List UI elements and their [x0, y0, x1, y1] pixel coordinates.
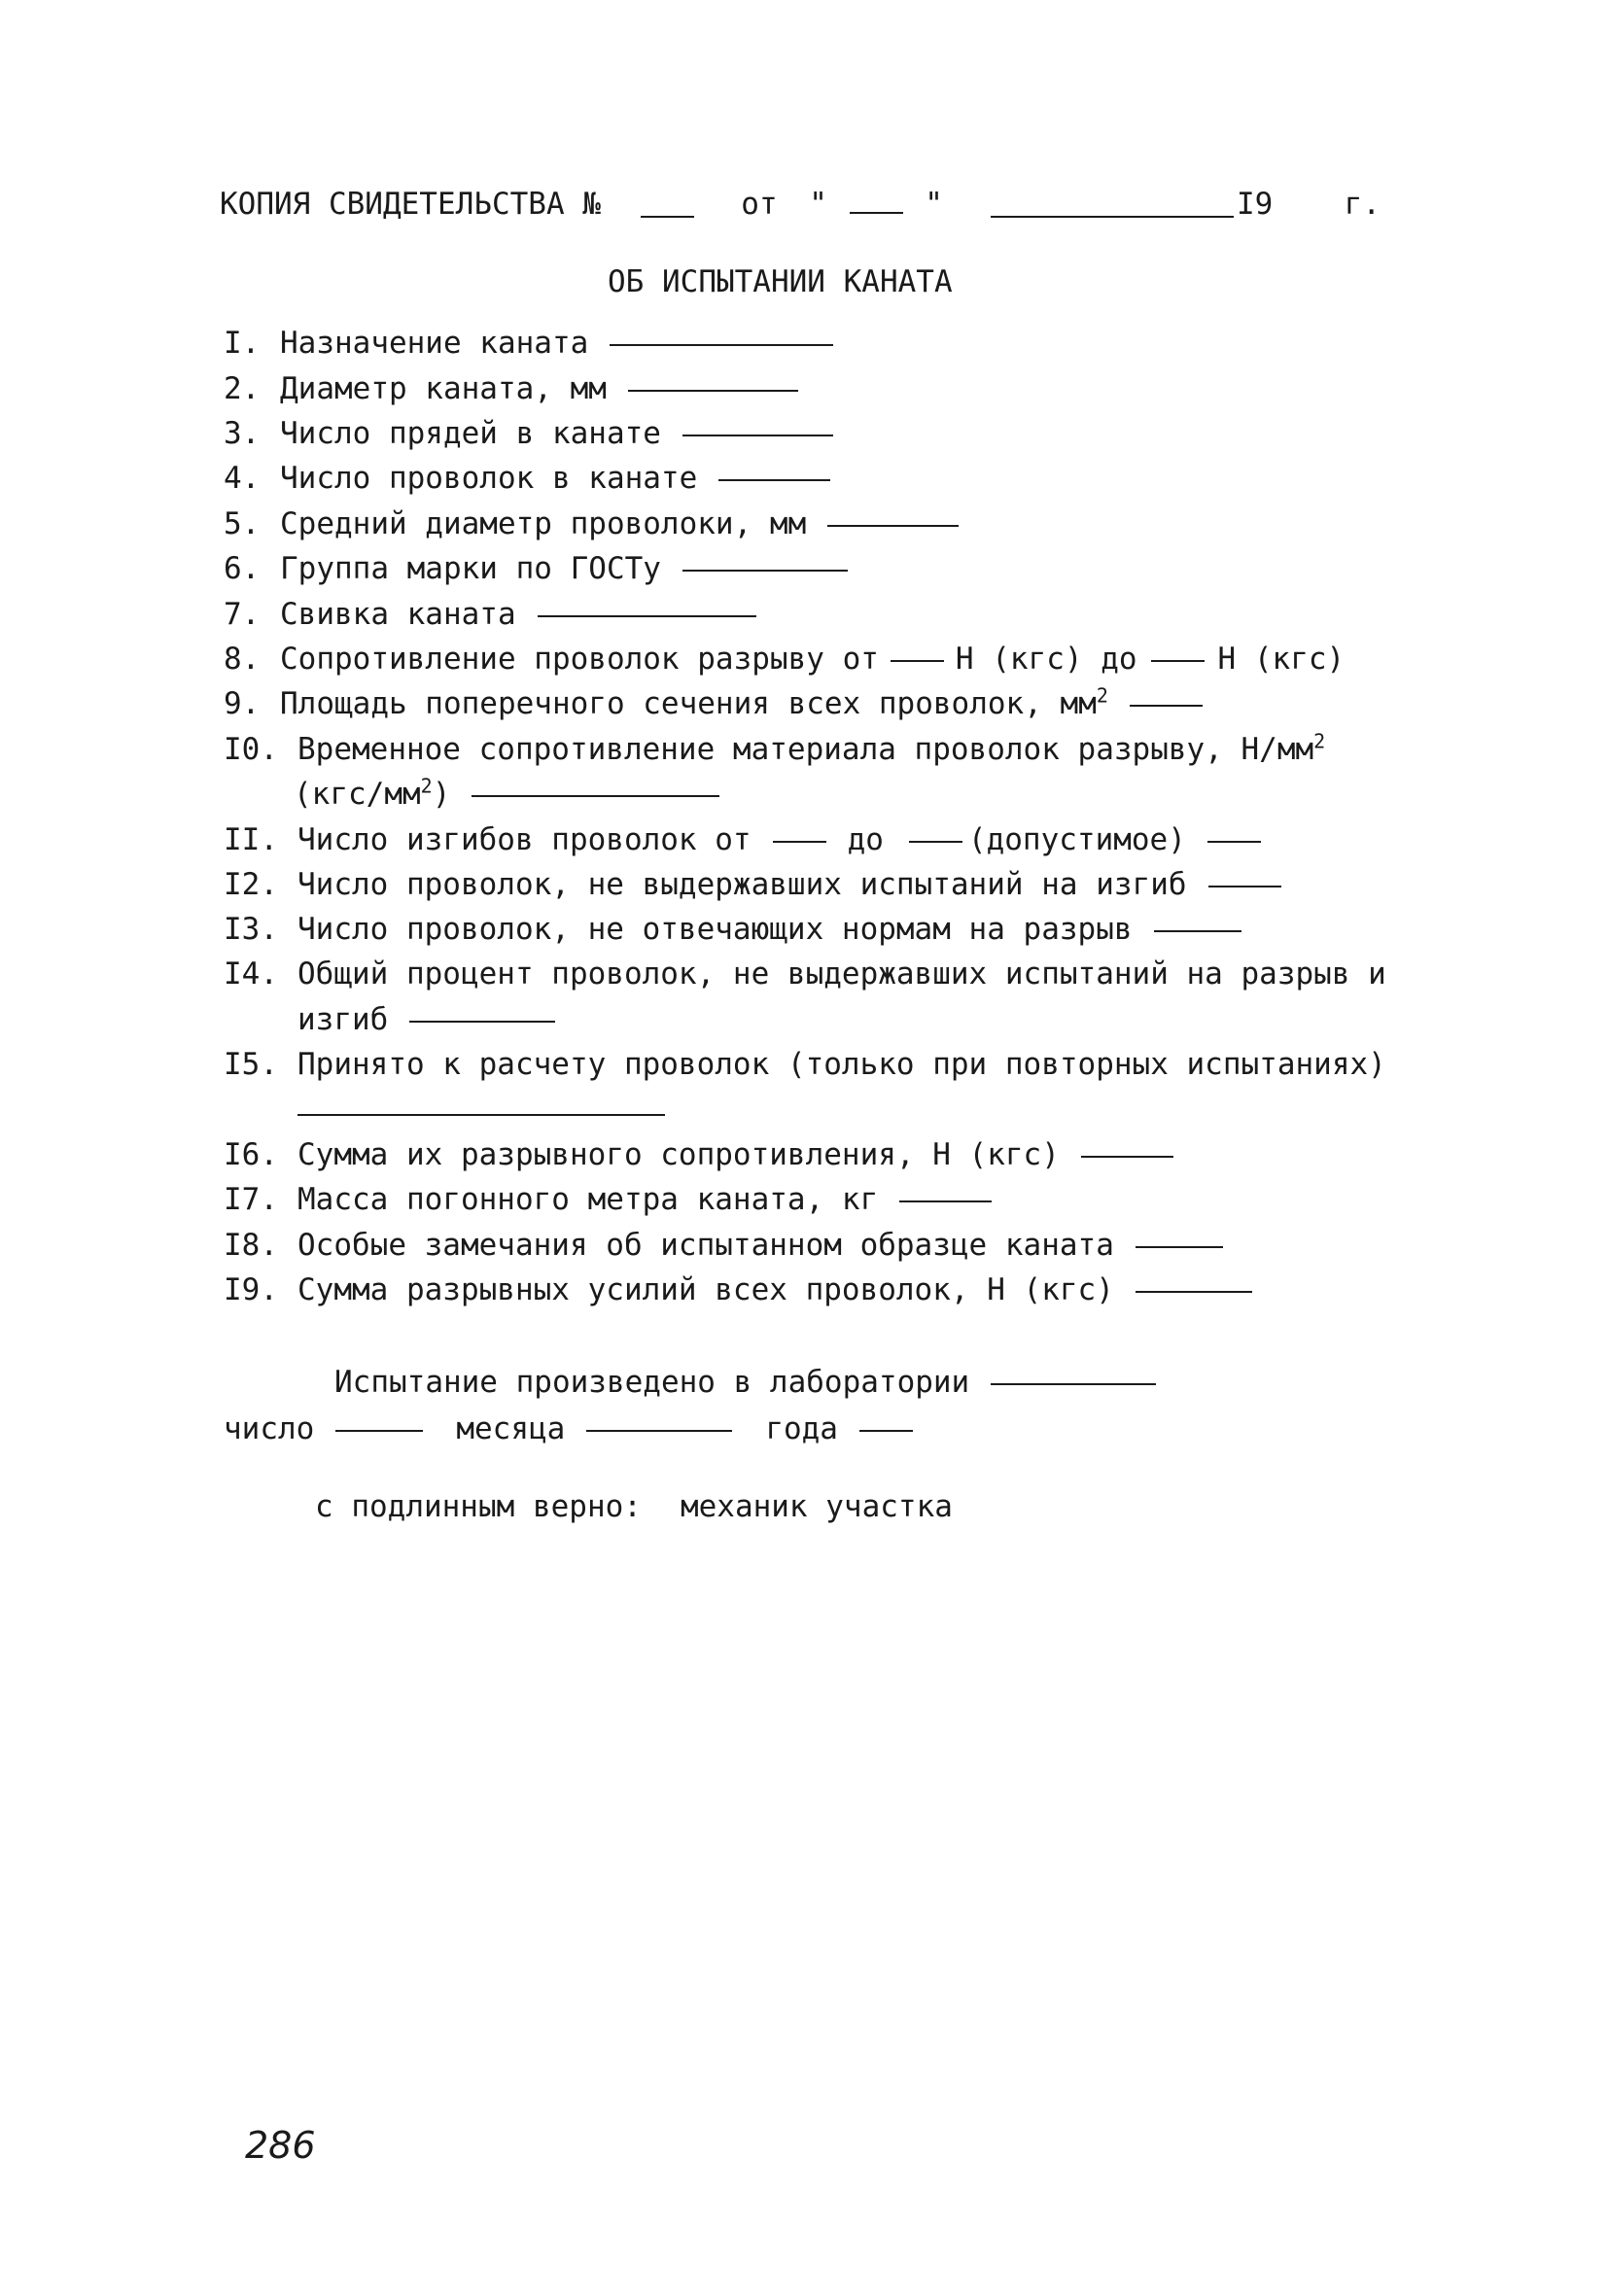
item-number: II. — [224, 822, 278, 857]
item-16 — [224, 1135, 1181, 1174]
lab-field[interactable] — [991, 1383, 1156, 1385]
item-3-field[interactable] — [682, 435, 833, 436]
item-text: Принято к расчету проволок (только при повторных испытаниях) — [297, 1047, 1386, 1082]
quote-open: " — [809, 187, 827, 222]
certificate-number-field[interactable] — [641, 216, 694, 218]
item-number: 3. — [224, 416, 261, 451]
page-number: 286 — [245, 2124, 316, 2167]
item-text: Диаметр каната, мм — [280, 371, 607, 406]
item-text-b: Н (кгс) до — [955, 642, 1137, 677]
item-6-field[interactable] — [682, 570, 848, 572]
item-text: Сумма разрывных усилий всех проволок, Н (кгс) — [297, 1272, 1114, 1307]
day-label: число — [224, 1411, 315, 1446]
item-number: I9. — [224, 1272, 278, 1307]
item-19 — [224, 1270, 1260, 1309]
item-8-from-field[interactable] — [891, 660, 944, 662]
item-18-field[interactable] — [1136, 1246, 1223, 1248]
item-11-to-field[interactable] — [909, 841, 962, 843]
lab-line — [334, 1363, 1164, 1402]
item-10-field[interactable] — [472, 795, 719, 797]
item-14-continuation — [297, 1000, 563, 1039]
item-text: Назначение каната — [280, 326, 589, 361]
mechanic-label: механик участка — [680, 1489, 953, 1524]
item-text: Масса погонного метра каната, кг — [297, 1182, 879, 1217]
item-4 — [224, 459, 838, 498]
item-6 — [224, 549, 856, 588]
item-text: Свивка каната — [280, 597, 516, 632]
item-cont-text: (кгс/мм — [294, 777, 421, 812]
item-number: 8. — [224, 642, 261, 677]
certificate-title: КОПИЯ СВИДЕТЕЛЬСТВА № — [220, 187, 601, 222]
item-8 — [224, 640, 1345, 678]
item-text: Число изгибов проволок от — [297, 822, 752, 857]
from-label: от — [741, 187, 778, 222]
item-text: Особые замечания об испытанном образце каната — [297, 1228, 1114, 1263]
item-12-field[interactable] — [1208, 886, 1281, 887]
item-number: I2. — [224, 867, 278, 902]
year-suffix: г. — [1344, 187, 1381, 222]
item-number: 6. — [224, 551, 261, 586]
item-text: Группа марки по ГОСТу — [280, 551, 661, 586]
item-cont-close: ) — [432, 777, 451, 812]
item-text: Общий процент проволок, не выдержавших испытаний на разрыв и — [297, 957, 1386, 991]
item-5 — [224, 504, 966, 543]
date-line — [224, 1409, 921, 1448]
item-3 — [224, 414, 841, 453]
item-text: Временное сопротивление материала проволок разрыву, Н/мм — [297, 732, 1314, 767]
item-number: 9. — [224, 686, 261, 721]
item-number: I7. — [224, 1182, 278, 1217]
item-number: 7. — [224, 597, 261, 632]
item-text: Площадь поперечного сечения всех проволок, мм — [280, 686, 1097, 721]
month-label: месяца — [456, 1411, 566, 1446]
item-11-allowed-field[interactable] — [1207, 841, 1261, 843]
item-text: Средний диаметр проволоки, мм — [280, 506, 807, 541]
item-text-b: до — [847, 822, 884, 857]
item-11 — [224, 820, 1269, 859]
item-number: I0. — [224, 732, 278, 767]
item-16-field[interactable] — [1081, 1156, 1173, 1158]
item-15-field[interactable] — [297, 1114, 665, 1116]
day-value-field[interactable] — [335, 1430, 423, 1432]
item-number: I8. — [224, 1228, 278, 1263]
year-prefix: I9 — [1237, 187, 1274, 222]
item-text: Число проволок в канате — [280, 461, 698, 496]
item-13-field[interactable] — [1154, 930, 1241, 932]
lab-label: Испытание произведено в лаборатории — [334, 1365, 970, 1400]
header-line — [220, 185, 1241, 224]
item-13 — [224, 910, 1249, 949]
day-field[interactable] — [850, 212, 903, 214]
item-number: 2. — [224, 371, 261, 406]
item-number: 4. — [224, 461, 261, 496]
item-number: I6. — [224, 1137, 278, 1172]
item-number: I4. — [224, 957, 278, 991]
subtitle: ОБ ИСПЫТАНИИ КАНАТА — [608, 264, 953, 299]
item-2 — [224, 369, 806, 408]
item-5-field[interactable] — [827, 525, 959, 527]
item-10 — [224, 730, 1325, 769]
item-cont-text: изгиб — [297, 1002, 389, 1037]
item-1-field[interactable] — [610, 344, 833, 346]
month-value-field[interactable] — [586, 1430, 732, 1432]
item-14-field[interactable] — [409, 1021, 555, 1023]
item-text: Число проволок, не выдержавших испытаний на изгиб — [297, 867, 1187, 902]
item-19-field[interactable] — [1136, 1291, 1252, 1293]
item-17 — [224, 1180, 999, 1219]
item-9-field[interactable] — [1130, 705, 1203, 707]
item-number: I3. — [224, 912, 278, 947]
item-15 — [224, 1045, 1386, 1084]
item-11-from-field[interactable] — [773, 841, 826, 843]
year-label — [1237, 185, 1381, 224]
item-sup: 2 — [1096, 683, 1108, 708]
year-value-field[interactable] — [859, 1430, 913, 1432]
item-number: I5. — [224, 1047, 278, 1082]
item-9 — [224, 684, 1210, 723]
item-14 — [224, 955, 1386, 993]
item-text-c: Н (кгс) — [1217, 642, 1346, 677]
month-field[interactable] — [991, 216, 1234, 218]
item-number: I. — [224, 326, 261, 361]
item-text-c: (допустимое) — [967, 822, 1186, 857]
item-sup: 2 — [1313, 729, 1326, 753]
certified-label: с подлинным верно: — [315, 1489, 642, 1524]
item-10-continuation — [294, 775, 727, 814]
item-4-field[interactable] — [718, 479, 830, 481]
item-cont-sup: 2 — [420, 774, 433, 798]
item-18 — [224, 1226, 1231, 1265]
item-text: Число прядей в канате — [280, 416, 661, 451]
item-text: Число проволок, не отвечающих нормам на разрыв — [297, 912, 1133, 947]
quote-close: " — [925, 187, 943, 222]
item-text: Сопротивление проволок разрыву от — [280, 642, 879, 677]
item-17-field[interactable] — [899, 1200, 992, 1202]
item-2-field[interactable] — [628, 390, 798, 392]
item-text: Сумма их разрывного сопротивления, Н (кгс) — [297, 1137, 1060, 1172]
item-7-field[interactable] — [538, 615, 756, 617]
item-12 — [224, 865, 1289, 904]
item-number: 5. — [224, 506, 261, 541]
item-7 — [224, 595, 764, 634]
item-1 — [224, 324, 841, 363]
item-8-to-field[interactable] — [1151, 660, 1205, 662]
year-label-footer: года — [765, 1411, 838, 1446]
certification-line — [315, 1487, 953, 1526]
